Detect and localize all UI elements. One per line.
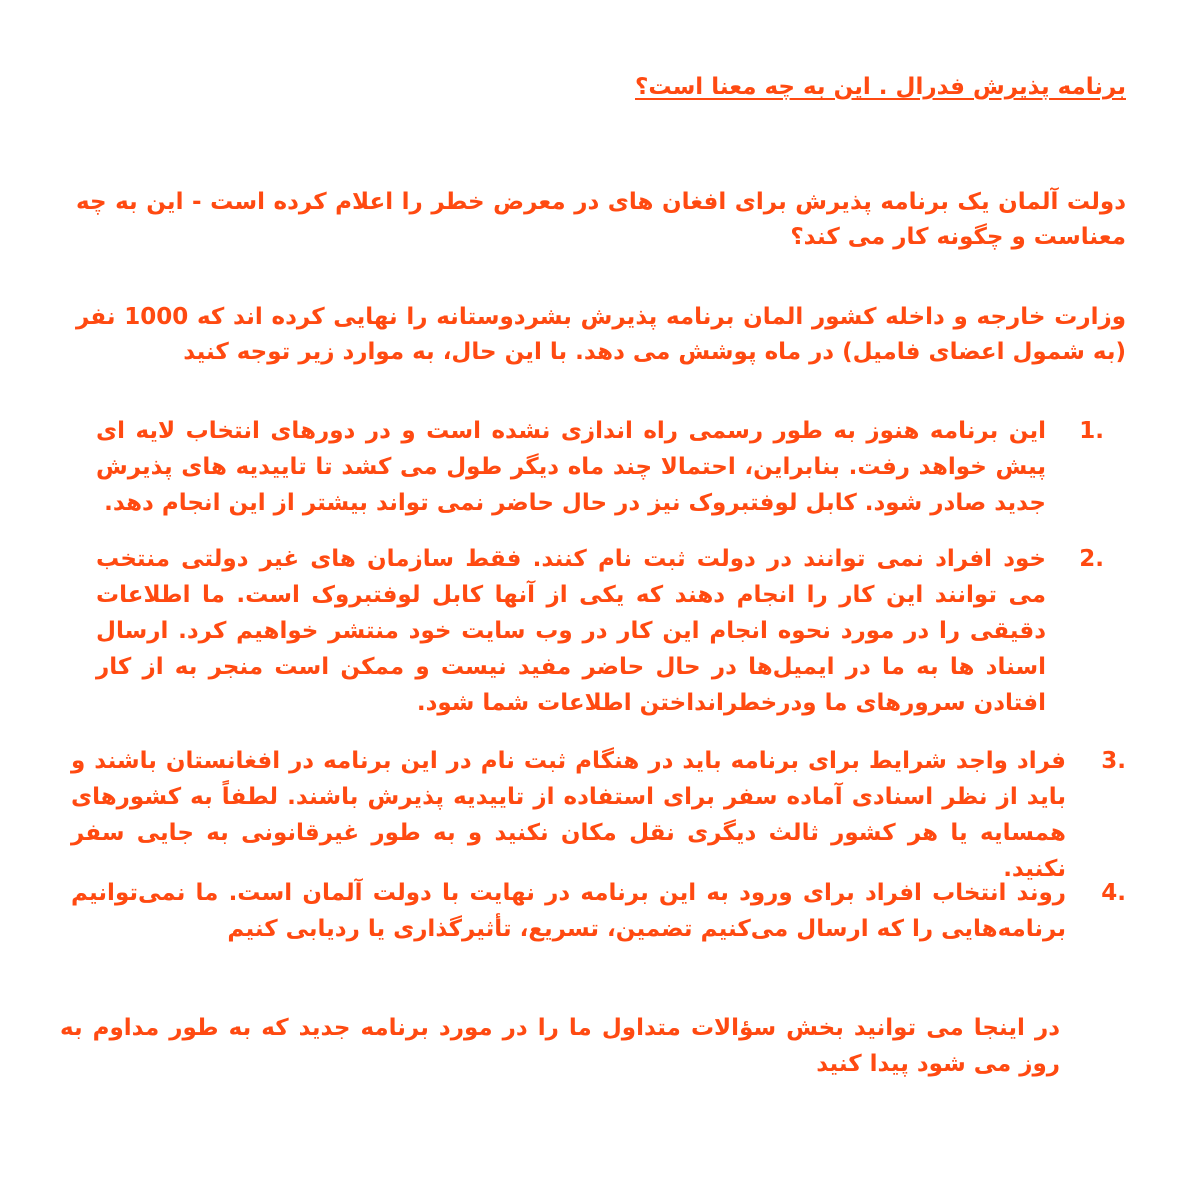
list-item-number: 3. xyxy=(1101,748,1126,774)
intro-statement: وزارت خارجه و داخله کشور المان برنامه پذیرش بشردوستانه را نهایی کرده اند که 1000 نفر (به شمول اعضای فامیل) در ماه پوشش می دهد. با این حال، به موارد زیر توجه کنید xyxy=(76,304,1126,365)
intro-question: دولت آلمان یک برنامه پذیرش برای افغان های در معرض خطر را اعلام کرده است - این به چه معناست و چگونه کار می کند؟ xyxy=(76,189,1126,250)
list-item-text: روند انتخاب افراد برای ورود به این برنامه در نهایت با دولت آلمان است. ما نمی‌توانیم برنامه‌هایی را که ارسال می‌کنیم تضمین، تسریع، تأثیرگذاری یا ردیابی کنیم xyxy=(71,880,1066,942)
list-item-text: فراد واجد شرایط برای برنامه باید در هنگام ثبت نام در این برنامه در افغانستان باشند و باید از نظر اسنادی آماده سفر برای استفاده از تاییدیه پذیرش باشند. لطفاً به کشورهای همسایه یا هر کشور ثالث دیگری نقل مکان نکنید و به طور غیرقانونی به جایی سفر نکنید. xyxy=(71,748,1066,882)
list-item-text: این برنامه هنوز به طور رسمی راه اندازی نشده است و در دورهای انتخاب لایه ای پیش خواهد رفت. بنابراین، احتمالا چند ماه دیگر طول می کشد تا تاییدیه های پذیرش جدید صادر شود. کابل لوفتبروک نیز در حال حاضر نمی تواند بیشتر از این انجام دهد. xyxy=(96,418,1046,516)
list-item xyxy=(71,875,1126,957)
list-item xyxy=(76,413,1126,541)
list-item xyxy=(76,541,1126,743)
notice-list xyxy=(71,413,1126,957)
list-item-number: 2. xyxy=(1079,546,1104,572)
list-item-text: خود افراد نمی توانند در دولت ثبت نام کنند. فقط سازمان های غیر دولتی منتخب می توانند این کار را انجام دهند که یکی از آنها کابل لوفتبروک است. ما اطلاعات دقیقی را در مورد نحوه انجام این کار در وب سایت خود منتشر خواهیم کرد. ارسال اسناد ها به ما در ایمیل‌ها در حال حاضر مفید نیست و ممکن است منجر به از کار افتادن سرورهای ما ودرخطرانداختن اطلاعات شما شود. xyxy=(96,546,1046,716)
document-title: برنامه پذیرش فدرال . این به چه معنا است؟ xyxy=(635,74,1126,100)
list-item xyxy=(71,743,1126,882)
closing-paragraph: در اینجا می توانید بخش سؤالات متداول ما را در مورد برنامه جدید که به طور مداوم به روز می شود پیدا کنید xyxy=(60,1015,1060,1077)
list-item-number: 4. xyxy=(1101,880,1126,906)
list-item-number: 1. xyxy=(1079,418,1104,444)
